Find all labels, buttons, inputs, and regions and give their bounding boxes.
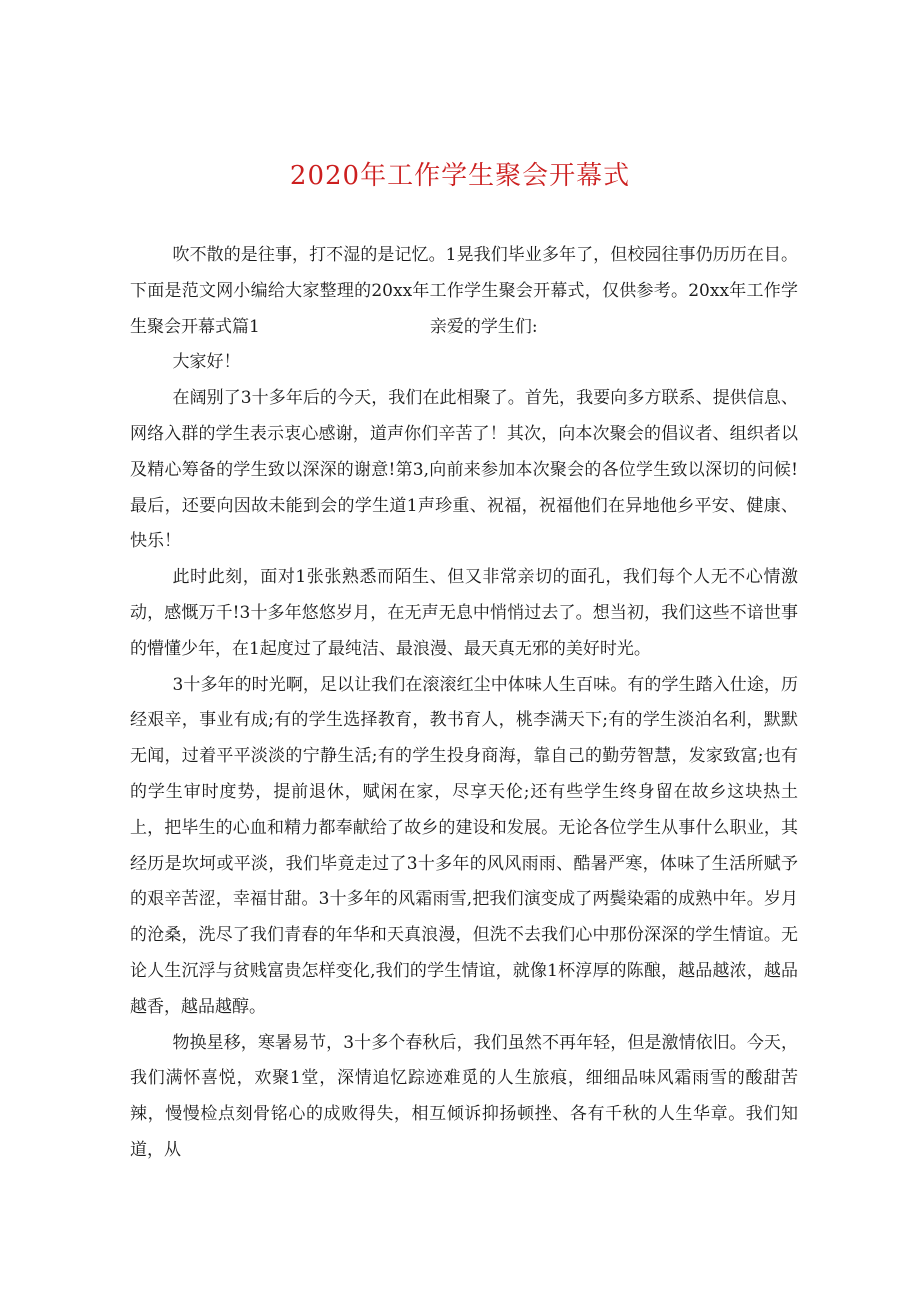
salutation: 亲爱的学生们: [429, 316, 538, 337]
paragraph-4: 物换星移，寒暑易节，3十多个春秋后，我们虽然不再年轻，但是激情依旧。今天，我们满怀喜悦，欢聚1堂，深情追忆踪迹难觅的人生旅痕，细细品味风霜雨雪的酸甜苦辣，慢慢检点刻骨铭心的成败得失，相互倾诉抑扬顿挫、各有千秋的人生华章。我们知道，从 [130, 1032, 798, 1160]
intro-paragraph [130, 238, 798, 345]
intro-text: 吹不散的是往事，打不湿的是记忆。1晃我们毕业多年了，但校园往事仍历历在目。下面是范文网小编给大家整理的20xx年工作学生聚会开幕式，仅供参考。20xx年工作学生聚会开幕式篇1 [130, 245, 798, 337]
paragraph-1: 在阔别了3十多年后的今天，我们在此相聚了。首先，我要向多方联系、提供信息、网络入群的学生表示衷心感谢，道声你们辛苦了！其次，向本次聚会的倡议者、组织者以及精心筹备的学生致以深深的谢意!第3,向前来参加本次聚会的各位学生致以深切的问候!最后，还要向因故未能到会的学生道1声珍重、祝福，祝福他们在异地他乡平安、健康、快乐！ [130, 388, 798, 552]
paragraph-2: 此时此刻，面对1张张熟悉而陌生、但又非常亲切的面孔，我们每个人无不心情激动，感慨万千!3十多年悠悠岁月，在无声无息中悄悄过去了。想当初，我们这些不谙世事的懵懂少年，在1起度过了最纯洁、最浪漫、最天真无邪的美好时光。 [130, 567, 798, 659]
document-title: 2020年工作学生聚会开幕式 [289, 161, 631, 191]
document-body [130, 238, 798, 1169]
paragraph-3: 3十多年的时光啊，足以让我们在滚滚红尘中体味人生百味。有的学生踏入仕途，历经艰辛，事业有成;有的学生选择教育，教书育人，桃李满天下;有的学生淡泊名利，默默无闻，过着平平淡淡的宁静生活;有的学生投身商海，靠自己的勤劳智慧，发家致富;也有的学生审时度势，提前退休，赋闲在家，尽享天伦;还有些学生终身留在故乡这块热土上，把毕生的心血和精力都奉献给了故乡的建设和发展。无论各位学生从事什么职业，其经历是坎坷或平淡，我们毕竟走过了3十多年的风风雨雨、酷暑严寒，体味了生活所赋予的艰辛苦涩，幸福甘甜。3十多年的风霜雨雪,把我们演变成了两鬓染霜的成熟中年。岁月的沧桑，洗尽了我们青春的年华和天真浪漫，但洗不去我们心中那份深深的学生情谊。无论人生沉浮与贫贱富贵怎样变化,我们的学生情谊，就像1杯淳厚的陈酿，越品越浓，越品越香，越品越醇。 [130, 674, 798, 1017]
greeting: 大家好！ [172, 352, 241, 373]
